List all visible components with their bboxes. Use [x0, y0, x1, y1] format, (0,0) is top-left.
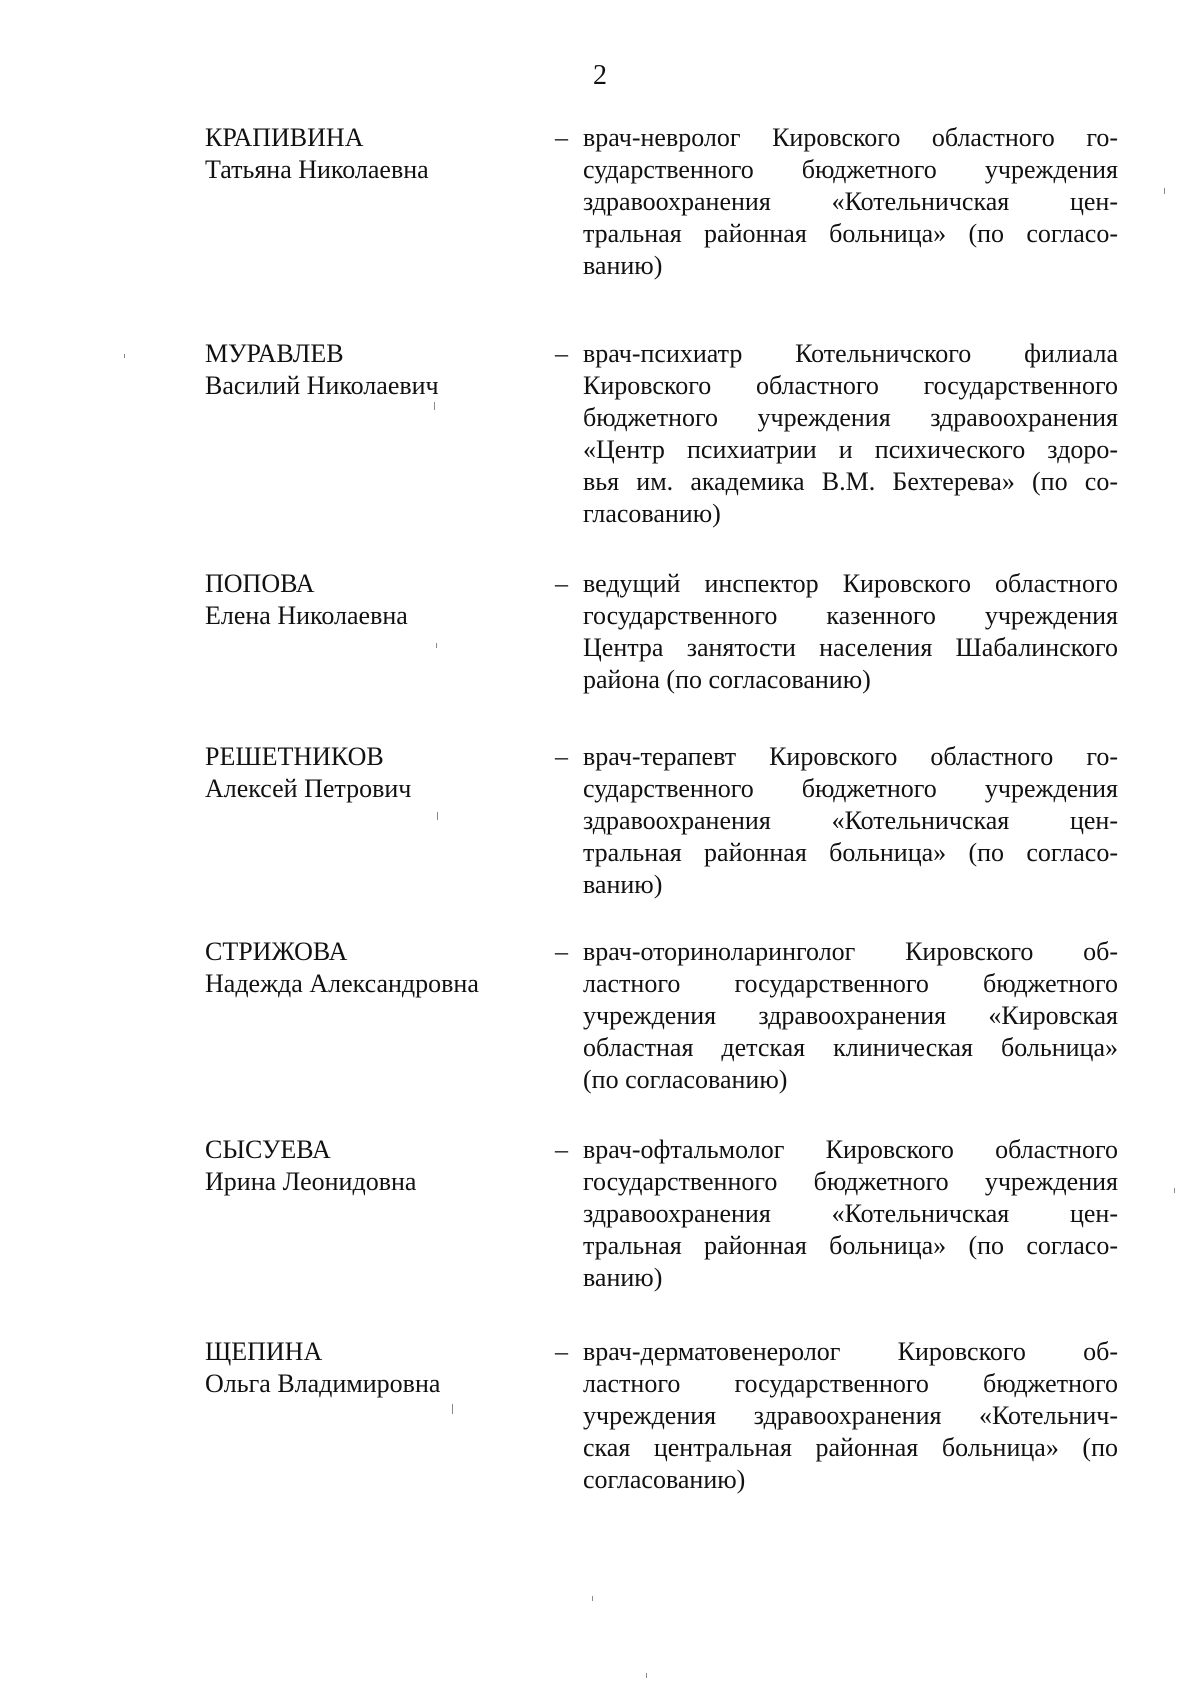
entry-dash: –: [555, 1337, 568, 1366]
scan-speck: [1174, 1188, 1175, 1193]
description-line: ведущий инспектор Кировского областного: [583, 569, 1118, 598]
description-line: врач-дерматовенеролог Кировского об-: [583, 1337, 1118, 1366]
member-name: [205, 568, 545, 632]
member-name: [205, 741, 545, 805]
description-line: здравоохранения «Котельничская цен-: [583, 1199, 1118, 1228]
description-line: ванию): [583, 870, 663, 899]
scan-speck: [436, 643, 437, 648]
description-line: (по согласованию): [583, 1065, 788, 1094]
commission-member-entry: [0, 1134, 1200, 1334]
scan-speck: [646, 1673, 647, 1678]
description-line: врач-невролог Кировского областного го-: [583, 123, 1118, 152]
member-name: [205, 936, 545, 1000]
member-surname: ЩЕПИНА: [205, 1337, 323, 1366]
entry-dash: –: [555, 1135, 568, 1164]
member-position-description: [583, 936, 1118, 1096]
description-line: бюджетного учреждения здравоохранения: [583, 403, 1118, 432]
description-line: областная детская клиническая больница»: [583, 1033, 1118, 1062]
description-line: тральная районная больница» (по согласо-: [583, 219, 1118, 248]
entry-dash: –: [555, 742, 568, 771]
description-line: врач-терапевт Кировского областного го-: [583, 742, 1118, 771]
page-number: 2: [593, 60, 607, 91]
description-line: ластного государственного бюджетного: [583, 1369, 1118, 1398]
scan-speck: [434, 402, 435, 410]
description-line: ванию): [583, 251, 663, 280]
description-line: сударственного бюджетного учреждения: [583, 774, 1118, 803]
member-position-description: [583, 122, 1118, 282]
commission-member-entry: [0, 936, 1200, 1136]
scan-speck: [1164, 188, 1165, 194]
description-line: гласованию): [583, 499, 721, 528]
member-name: [205, 1134, 545, 1198]
description-line: учреждения здравоохранения «Кировская: [583, 1001, 1118, 1030]
description-line: тральная районная больница» (по согласо-: [583, 838, 1118, 867]
member-position-description: [583, 568, 1118, 696]
member-given-names: Татьяна Николаевна: [205, 155, 429, 184]
member-surname: РЕШЕТНИКОВ: [205, 742, 384, 771]
description-line: здравоохранения «Котельничская цен-: [583, 806, 1118, 835]
description-line: ластного государственного бюджетного: [583, 969, 1118, 998]
member-name: [205, 338, 545, 402]
description-line: врач-оториноларинголог Кировского об-: [583, 937, 1118, 966]
commission-member-entry: [0, 122, 1200, 322]
member-given-names: Василий Николаевич: [205, 371, 439, 400]
member-position-description: [583, 1336, 1118, 1496]
description-line: согласованию): [583, 1465, 746, 1494]
member-position-description: [583, 741, 1118, 901]
member-position-description: [583, 338, 1118, 530]
description-line: врач-офтальмолог Кировского областного: [583, 1135, 1118, 1164]
scan-speck: [592, 1596, 593, 1601]
entry-dash: –: [555, 123, 568, 152]
description-line: Центра занятости населения Шабалинского: [583, 633, 1118, 662]
member-surname: МУРАВЛЕВ: [205, 339, 344, 368]
description-line: района (по согласованию): [583, 665, 871, 694]
entry-dash: –: [555, 569, 568, 598]
member-given-names: Ирина Леонидовна: [205, 1167, 417, 1196]
description-line: врач-психиатр Котельничского филиала: [583, 339, 1118, 368]
member-given-names: Алексей Петрович: [205, 774, 412, 803]
description-line: сударственного бюджетного учреждения: [583, 155, 1118, 184]
member-surname: СЫСУЕВА: [205, 1135, 331, 1164]
member-given-names: Надежда Александровна: [205, 969, 479, 998]
commission-member-entry: [0, 1336, 1200, 1536]
commission-member-entry: [0, 568, 1200, 768]
member-position-description: [583, 1134, 1118, 1294]
member-given-names: Елена Николаевна: [205, 601, 408, 630]
description-line: государственного казенного учреждения: [583, 601, 1118, 630]
member-surname: ПОПОВА: [205, 569, 315, 598]
member-surname: КРАПИВИНА: [205, 123, 364, 152]
entry-dash: –: [555, 339, 568, 368]
description-line: тральная районная больница» (по согласо-: [583, 1231, 1118, 1260]
member-given-names: Ольга Владимировна: [205, 1369, 441, 1398]
scan-speck: [437, 812, 438, 820]
description-line: государственного бюджетного учреждения: [583, 1167, 1118, 1196]
description-line: «Центр психиатрии и психического здоро-: [583, 435, 1118, 464]
description-line: ская центральная районная больница» (по: [583, 1433, 1118, 1462]
scan-speck: [452, 1404, 453, 1414]
description-line: учреждения здравоохранения «Котельнич-: [583, 1401, 1118, 1430]
member-name: [205, 122, 545, 186]
description-line: Кировского областного государственного: [583, 371, 1118, 400]
scan-speck: [124, 354, 125, 358]
member-surname: СТРИЖОВА: [205, 937, 348, 966]
description-line: вья им. академика В.М. Бехтерева» (по со-: [583, 467, 1118, 496]
description-line: ванию): [583, 1263, 663, 1292]
commission-member-entry: [0, 741, 1200, 941]
entry-dash: –: [555, 937, 568, 966]
description-line: здравоохранения «Котельничская цен-: [583, 187, 1118, 216]
member-name: [205, 1336, 545, 1400]
commission-member-entry: [0, 338, 1200, 538]
